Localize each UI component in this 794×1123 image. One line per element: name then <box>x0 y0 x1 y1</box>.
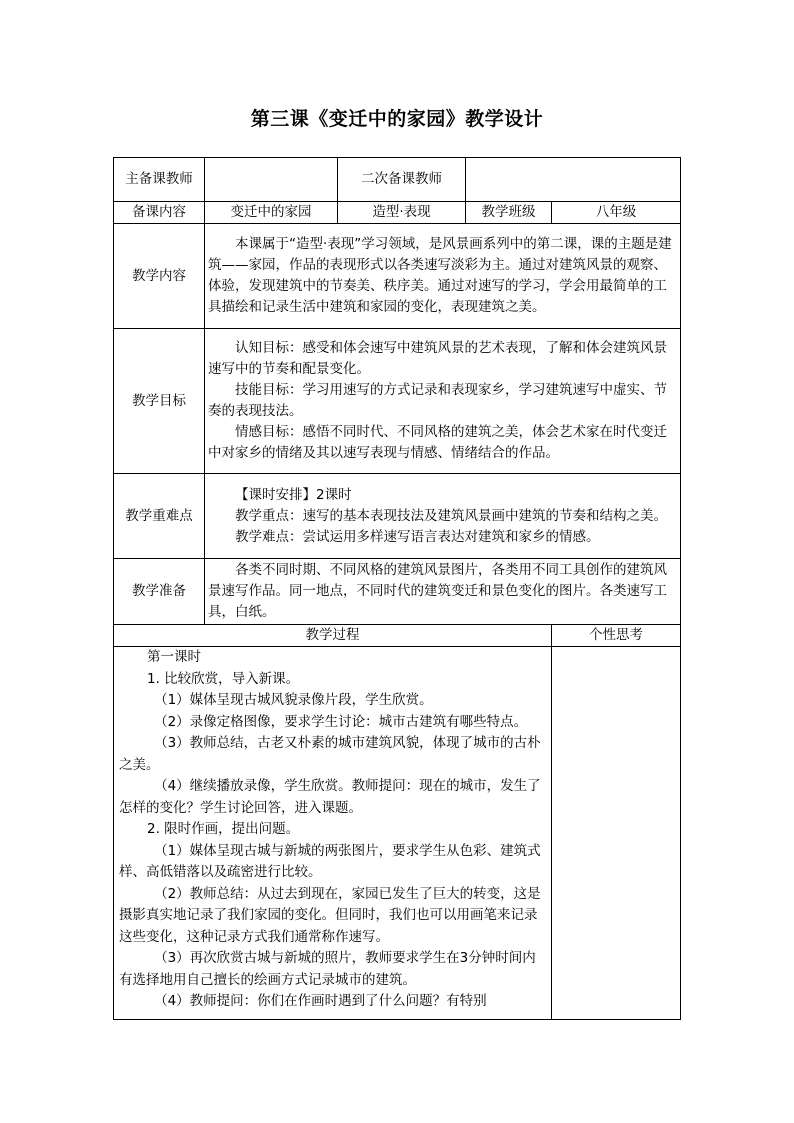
keypoints-row <box>114 474 681 559</box>
teacher-row <box>114 158 681 202</box>
process-line: （4）教师提问：你们在作画时遇到了什么问题？有特别 <box>154 993 487 1009</box>
goals-cell <box>205 329 681 474</box>
prep-content-value: 变迁中的家园 <box>205 202 338 224</box>
difficult-point-text: 教学难点：尝试运用多样速写语言表达对建筑和家乡的情感。 <box>235 528 600 545</box>
key-point-text: 教学重点：速写的基本表现技法及建筑风景画中建筑的节奏和结构之美。 <box>235 507 667 524</box>
goal-cognitive: 认知目标：感受和体会速写中建筑风景的艺术表现，了解和体会建筑风景速写中的节奏和配景变化。 <box>208 340 667 377</box>
reflection-cell <box>552 647 681 1020</box>
lead-teacher-label: 主备课教师 <box>114 158 205 202</box>
process-line: 1. 比较欣赏，导入新课。 <box>147 670 300 687</box>
process-line: （3）教师总结，古老又朴素的城市建筑风貌，体现了城市的古朴之美。 <box>119 735 541 773</box>
schedule-text: 【课时安排】2课时 <box>235 486 352 503</box>
process-line: （2）录像定格图像，要求学生讨论：城市古建筑有哪些特点。 <box>154 713 528 730</box>
preparation-row <box>114 559 681 625</box>
content-label: 教学内容 <box>114 224 205 329</box>
process-line: （4）继续播放录像，学生欣赏。教师提问：现在的城市，发生了怎样的变化？学生讨论回答，进入课题。 <box>119 778 541 816</box>
process-line: 第一课时 <box>147 649 201 665</box>
prep-content-label: 备课内容 <box>114 202 205 224</box>
reflection-header: 个性思考 <box>552 625 681 647</box>
content-text: 本课属于“造型·表现”学习领域，是风景画系列中的第二课，课的主题是建筑——家园，作品的表现形式以各类速写淡彩为主。通过对建筑风景的观察、体验，发现建筑中的节奏美、秩序美。通过对速写的学习，学会用最简单的工具描绘和记录生活中建筑和家园的变化，表现建筑之美。 <box>208 236 672 315</box>
lesson-plan-table <box>113 157 681 1020</box>
second-teacher-label: 二次备课教师 <box>338 158 466 202</box>
prep-row <box>114 202 681 224</box>
process-header-row <box>114 625 681 647</box>
process-line: （2）教师总结：从过去到现在，家园已发生了巨大的转变，这是摄影真实地记录了我们家园的变化。但同时，我们也可以用画笔来记录这些变化，这种记录方式我们通常称作速写。 <box>119 885 541 945</box>
class-label: 教学班级 <box>466 202 552 224</box>
goals-row <box>114 329 681 474</box>
lead-teacher-value <box>205 158 338 202</box>
second-teacher-value <box>466 158 681 202</box>
process-header: 教学过程 <box>114 625 552 647</box>
process-line: （3）再次欣赏古城与新城的照片，教师要求学生在3分钟时间内有选择地用自己擅长的绘画方式记录城市的建筑。 <box>119 950 536 988</box>
prep-domain: 造型·表现 <box>338 202 466 224</box>
content-cell <box>205 224 681 329</box>
preparation-cell <box>205 559 681 625</box>
keypoints-label: 教学重难点 <box>114 474 205 559</box>
process-line: （1）媒体呈现古城风貌录像片段，学生欣赏。 <box>154 692 433 708</box>
preparation-label: 教学准备 <box>114 559 205 625</box>
goal-emotion: 情感目标：感悟不同时代、不同风格的建筑之美，体会艺术家在时代变迁中对家乡的情绪及其以速写表现与情感、情绪结合的作品。 <box>208 424 667 461</box>
process-cell <box>114 647 552 1020</box>
content-row <box>114 224 681 329</box>
class-value: 八年级 <box>552 202 681 224</box>
preparation-text: 各类不同时期、不同风格的建筑风景图片，各类用不同工具创作的建筑风景速写作品。同一地点，不同时代的建筑变迁和景色变化的图片。各类速写工具，白纸。 <box>208 562 667 620</box>
goals-label: 教学目标 <box>114 329 205 474</box>
process-line: （1）媒体呈现古城与新城的两张图片，要求学生从色彩、建筑式样、高低错落以及疏密进行比较。 <box>119 842 541 880</box>
keypoints-cell <box>205 474 681 559</box>
process-row <box>114 647 681 1020</box>
goal-skill: 技能目标：学习用速写的方式记录和表现家乡，学习建筑速写中虚实、节奏的表现技法。 <box>208 382 667 419</box>
page-title: 第三课《变迁中的家园》教学设计 <box>250 108 544 130</box>
process-line: 2. 限时作画，提出问题。 <box>147 821 300 837</box>
